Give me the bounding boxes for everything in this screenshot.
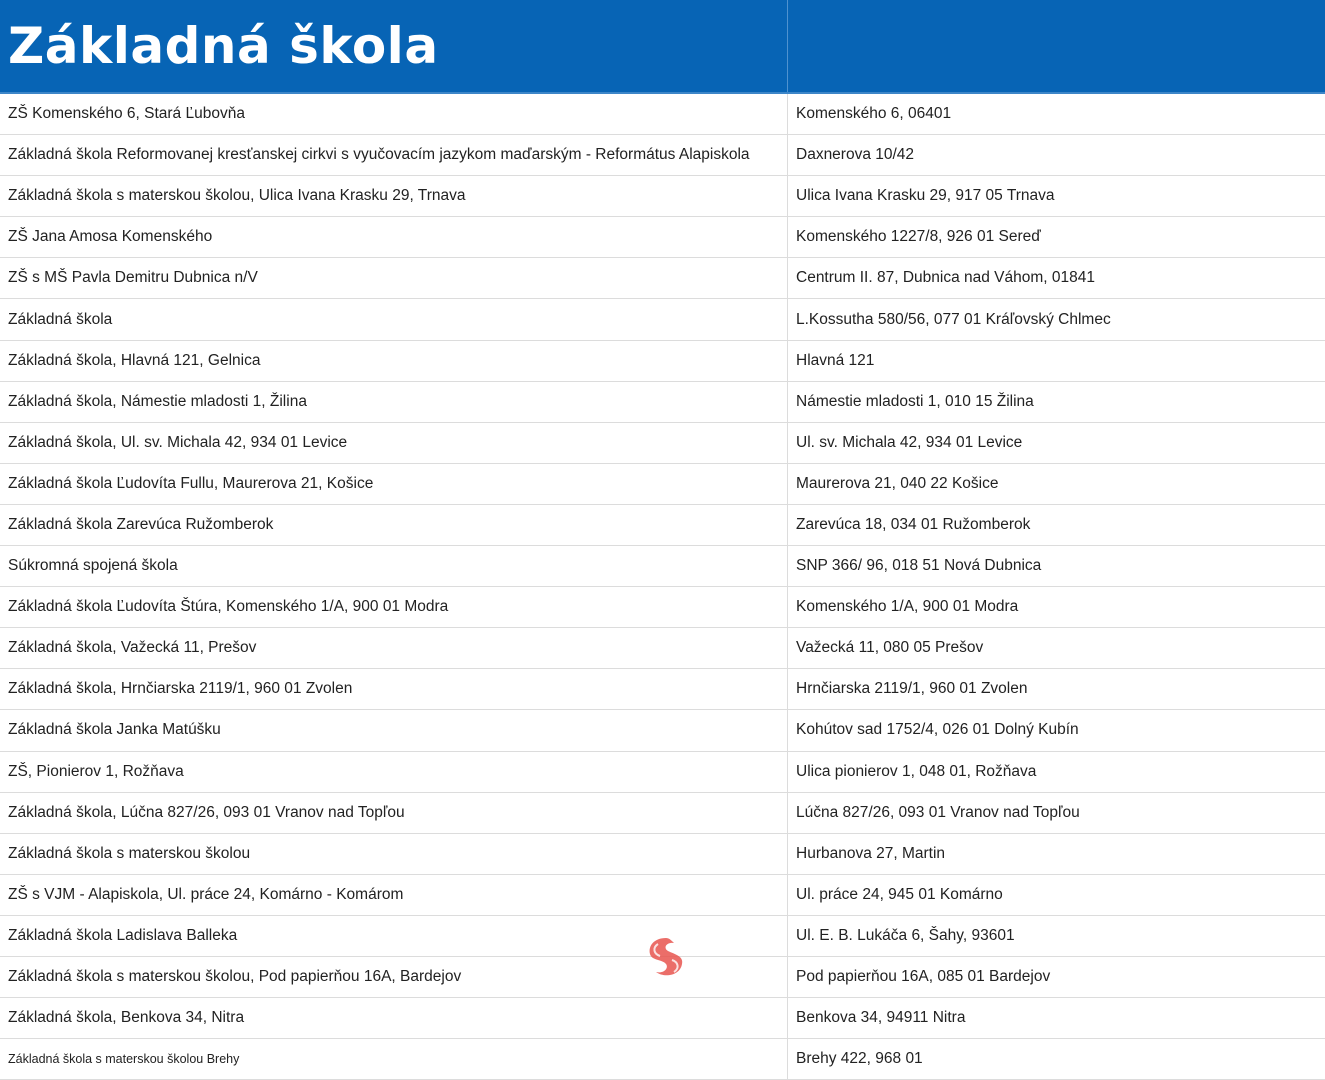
school-name-cell: ZŠ s MŠ Pavla Demitru Dubnica n/V — [0, 258, 788, 298]
school-name-cell: Základná škola s materskou školou — [0, 834, 788, 874]
school-address-cell: Ulica pionierov 1, 048 01, Rožňava — [796, 762, 1037, 780]
table-row — [0, 217, 1325, 258]
school-name-cell: ZŠ s VJM - Alapiskola, Ul. práce 24, Komárno - Komárom — [0, 875, 788, 915]
school-address-cell: SNP 366/ 96, 018 51 Nová Dubnica — [796, 557, 1042, 575]
table-row — [0, 669, 1325, 710]
school-name-cell: Základná škola Zarevúca Ružomberok — [0, 505, 788, 545]
table-row — [0, 834, 1325, 875]
school-address-cell: Lúčna 827/26, 093 01 Vranov nad Topľou — [796, 803, 1080, 821]
school-address-cell: Ulica Ivana Krasku 29, 917 05 Trnava — [796, 187, 1055, 205]
school-address-cell: Hlavná 121 — [796, 351, 875, 369]
school-name-cell: Základná škola, Námestie mladosti 1, Žilina — [0, 382, 788, 422]
school-name-cell: Základná škola, Lúčna 827/26, 093 01 Vranov nad Topľou — [0, 793, 788, 833]
school-name-cell: Základná škola, Ul. sv. Michala 42, 934 01 Levice — [0, 423, 788, 463]
table-row — [0, 135, 1325, 176]
school-table-body — [0, 94, 1325, 1080]
school-address-cell: Komenského 6, 06401 — [796, 105, 952, 123]
school-name-cell: Súkromná spojená škola — [0, 546, 788, 586]
school-address-cell: Daxnerova 10/42 — [796, 146, 915, 164]
school-address-cell: Námestie mladosti 1, 010 15 Žilina — [796, 392, 1034, 410]
school-address-cell: Centrum II. 87, Dubnica nad Váhom, 01841 — [796, 269, 1095, 287]
header-title-cell — [0, 0, 788, 92]
table-row — [0, 382, 1325, 423]
school-name-cell: Základná škola — [0, 299, 788, 339]
school-address-cell: Benkova 34, 94911 Nitra — [796, 1009, 966, 1027]
table-row — [0, 1039, 1325, 1080]
school-name-cell: ZŠ Komenského 6, Stará Ľubovňa — [0, 94, 788, 134]
school-address-cell: Kohútov sad 1752/4, 026 01 Dolný Kubín — [796, 721, 1079, 739]
school-name-cell: Základná škola Reformovanej kresťanskej cirkvi s vyučovacím jazykom maďarským - Református Alapiskola — [0, 135, 788, 175]
school-name-cell: Základná škola, Važecká 11, Prešov — [0, 628, 788, 668]
table-row — [0, 341, 1325, 382]
table-header — [0, 0, 1325, 94]
school-address-cell: Brehy 422, 968 01 — [796, 1050, 923, 1068]
table-row — [0, 752, 1325, 793]
table-row — [0, 176, 1325, 217]
school-address-cell: Komenského 1227/8, 926 01 Sereď — [796, 228, 1041, 246]
school-address-cell: Hrnčiarska 2119/1, 960 01 Zvolen — [796, 680, 1028, 698]
table-row — [0, 998, 1325, 1039]
school-name-cell: Základná škola, Hrnčiarska 2119/1, 960 01 Zvolen — [0, 669, 788, 709]
table-row — [0, 299, 1325, 340]
table-row — [0, 793, 1325, 834]
school-address-cell: Maurerova 21, 040 22 Košice — [796, 474, 999, 492]
school-address-cell: Zarevúca 18, 034 01 Ružomberok — [796, 515, 1031, 533]
school-address-cell: Važecká 11, 080 05 Prešov — [796, 639, 984, 657]
school-address-cell: L.Kossutha 580/56, 077 01 Kráľovský Chlmec — [796, 310, 1111, 328]
school-name-cell: Základná škola, Hlavná 121, Gelnica — [0, 341, 788, 381]
school-name-cell: Základná škola s materskou školou, Pod papierňou 16A, Bardejov — [0, 957, 788, 997]
header-empty-cell — [788, 0, 1325, 92]
school-name-cell: Základná škola Ľudovíta Fullu, Maurerova 21, Košice — [0, 464, 788, 504]
school-name-cell: Základná škola Ladislava Balleka — [0, 916, 788, 956]
school-address-cell: Pod papierňou 16A, 085 01 Bardejov — [796, 968, 1051, 986]
school-name-cell: Základná škola s materskou školou Brehy — [0, 1039, 788, 1079]
table-row — [0, 258, 1325, 299]
school-address-cell: Komenského 1/A, 900 01 Modra — [796, 598, 1019, 616]
page-title: Základná škola — [8, 17, 439, 75]
table-row — [0, 710, 1325, 751]
school-address-cell: Hurbanova 27, Martin — [796, 844, 946, 862]
table-row — [0, 628, 1325, 669]
swirl-logo-icon — [642, 934, 690, 982]
table-row — [0, 94, 1325, 135]
school-name-cell: Základná škola Ľudovíta Štúra, Komenského 1/A, 900 01 Modra — [0, 587, 788, 627]
school-name-cell: Základná škola Janka Matúšku — [0, 710, 788, 750]
table-row — [0, 587, 1325, 628]
school-address-cell: Ul. sv. Michala 42, 934 01 Levice — [796, 433, 1023, 451]
school-name-cell: ZŠ, Pionierov 1, Rožňava — [0, 752, 788, 792]
school-name-cell: ZŠ Jana Amosa Komenského — [0, 217, 788, 257]
table-row — [0, 423, 1325, 464]
table-row — [0, 546, 1325, 587]
school-name-cell: Základná škola, Benkova 34, Nitra — [0, 998, 788, 1038]
table-row — [0, 464, 1325, 505]
school-name-cell: Základná škola s materskou školou, Ulica Ivana Krasku 29, Trnava — [0, 176, 788, 216]
table-row — [0, 875, 1325, 916]
table-row — [0, 505, 1325, 546]
school-address-cell: Ul. práce 24, 945 01 Komárno — [796, 885, 1003, 903]
school-address-cell: Ul. E. B. Lukáča 6, Šahy, 93601 — [796, 926, 1015, 944]
